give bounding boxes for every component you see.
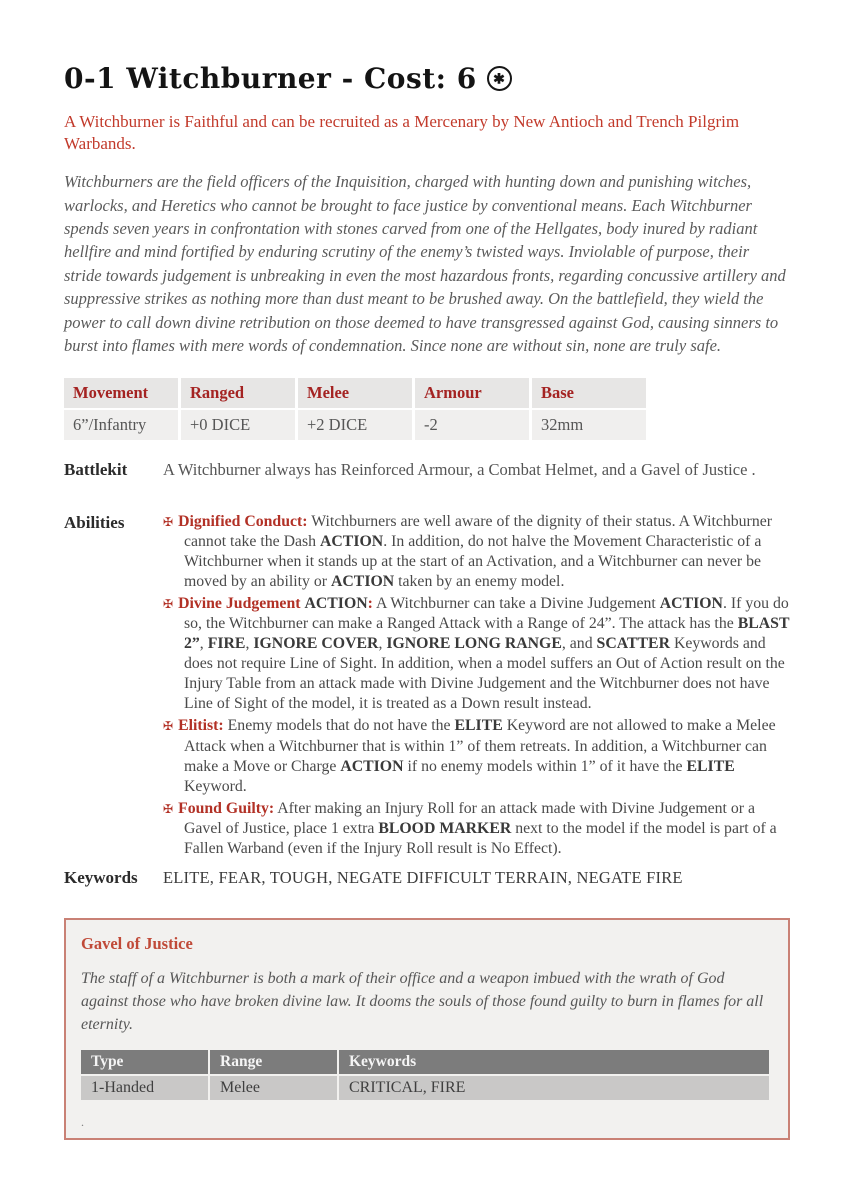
stats-header-row — [64, 378, 646, 408]
abilities-label: Abilities — [64, 513, 125, 532]
stats-header-melee: Melee — [298, 378, 412, 408]
keywords-row — [64, 867, 790, 888]
weapon-title: Gavel of Justice — [81, 934, 193, 954]
keywords-label: Keywords — [64, 867, 138, 887]
battlekit-row — [64, 459, 790, 480]
lore-paragraph: Witchburners are the field officers of the Inquisition, charged with hunting down and punishing witches, warlocks, and Heretics who cannot be brought to face justice by conventional means. Each Witchburner spends seven years in confrontation with stones carved from one of the Hellgates, body inured by radiant hellfire and mind fortified by enduring scrutiny of the enemy’s twisted ways. Inviolable of purpose, their stride towards judgement is unbreaking in even the most hazardous fronts, regarding concussive artillery and suppressive strikes as nothing more than dust meant to be brushed away. On the battlefield, they wield the power to call down divine retribution on those deemed to have transgressed against God, causing sinners to burst into flames with mere words of condemnation. Since none are without sin, none are truly safe. — [64, 172, 786, 356]
weapon-lore: The staff of a Witchburner is both a mark of their office and a weapon imbued with the wrath of God against those who have broken divine law. It dooms the souls of those found guilty to burn in flames for all eternity. — [81, 970, 764, 1033]
cost-star-icon: ✱ — [487, 66, 512, 91]
page-title — [64, 62, 790, 95]
weapon-keywords: CRITICAL, FIRE — [339, 1076, 769, 1100]
stat-melee: +2 DICE — [298, 410, 412, 440]
keywords-value: ELITE, FEAR, TOUGH, NEGATE DIFFICULT TERRAIN, NEGATE FIRE — [163, 867, 683, 887]
recruitment-note: A Witchburner is Faithful and can be recruited as a Mercenary by New Antioch and Trench Pilgrim Warbands. — [64, 112, 740, 154]
weapon-value-row — [81, 1076, 769, 1100]
stats-table — [61, 376, 649, 442]
weapon-range: Melee — [210, 1076, 337, 1100]
stat-armour: -2 — [415, 410, 529, 440]
stats-header-base: Base — [532, 378, 646, 408]
cross-bullet-icon: ✠ — [163, 801, 174, 816]
battlekit-text: A Witchburner always has Reinforced Armour, a Combat Helmet, and a Gavel of Justice . — [163, 459, 756, 479]
cross-bullet-icon: ✠ — [163, 597, 174, 612]
weapon-header-type: Type — [81, 1050, 208, 1074]
ability-text: Found Guilty: After making an Injury Roll for an attack made with Divine Judgement or a Gavel of Justice, place 1 extra BLOOD MARKER next to the model if the model is part of a Fallen Warband (even if the Injury Roll result is No Effect). — [178, 799, 777, 857]
weapon-table — [79, 1048, 771, 1102]
battlekit-label: Battlekit — [64, 459, 128, 479]
ability-divine-judgement — [163, 594, 790, 714]
ability-text: Elitist: Enemy models that do not have the ELITE Keyword are not allowed to make a Melee Attack when a Witchburner that is within 1” of them retreats. In addition, a Witchburner can make a Move or Charge ACTION if no enemy models within 1” of it have the ELITE Keyword. — [178, 717, 776, 795]
stats-value-row — [64, 410, 646, 440]
ability-elitist — [163, 716, 790, 796]
stat-movement: 6”/Infantry — [64, 410, 178, 440]
ability-text: Dignified Conduct: Witchburners are well aware of the dignity of their status. A Witchburner cannot take the Dash ACTION. In addition, do not halve the Movement Characteristic of a Witchburner when it stands up at the start of an Activation, and a Witchburner can never be moved by an ability or ACTION taken by an enemy model. — [178, 513, 772, 591]
stats-header-movement: Movement — [64, 378, 178, 408]
weapon-header-keywords: Keywords — [339, 1050, 769, 1074]
stats-header-ranged: Ranged — [181, 378, 295, 408]
gavel-of-justice-box — [64, 918, 790, 1140]
weapon-header-row — [81, 1050, 769, 1074]
stats-header-armour: Armour — [415, 378, 529, 408]
stat-base: 32mm — [532, 410, 646, 440]
weapon-header-range: Range — [210, 1050, 337, 1074]
abilities-section — [64, 512, 790, 861]
weapon-type: 1-Handed — [81, 1076, 208, 1100]
title-text: 0-1 Witchburner - Cost: 6 — [64, 62, 477, 95]
ability-dignified-conduct — [163, 512, 790, 592]
ability-list — [163, 512, 790, 861]
ability-text: Divine Judgement ACTION: A Witchburner can take a Divine Judgement ACTION. If you do so, the Witchburner can make a Ranged Attack with a Range of 24”. The attack has the BLAST 2”, FIRE, IGNORE COVER, IGNORE LONG RANGE, and SCATTER Keywords and does not require Line of Sight. In addition, when a model suffers an Out of Action result on the Injury Table from an attack made with Divine Judgement and the Witchburner does not have Line of Sight of the model, it is treated as a Down result instead. — [178, 595, 790, 713]
cross-bullet-icon: ✠ — [163, 515, 174, 529]
cross-bullet-icon: ✠ — [163, 719, 174, 734]
ability-found-guilty — [163, 799, 790, 859]
stat-ranged: +0 DICE — [181, 410, 295, 440]
footnote-dot: . — [81, 1115, 84, 1130]
